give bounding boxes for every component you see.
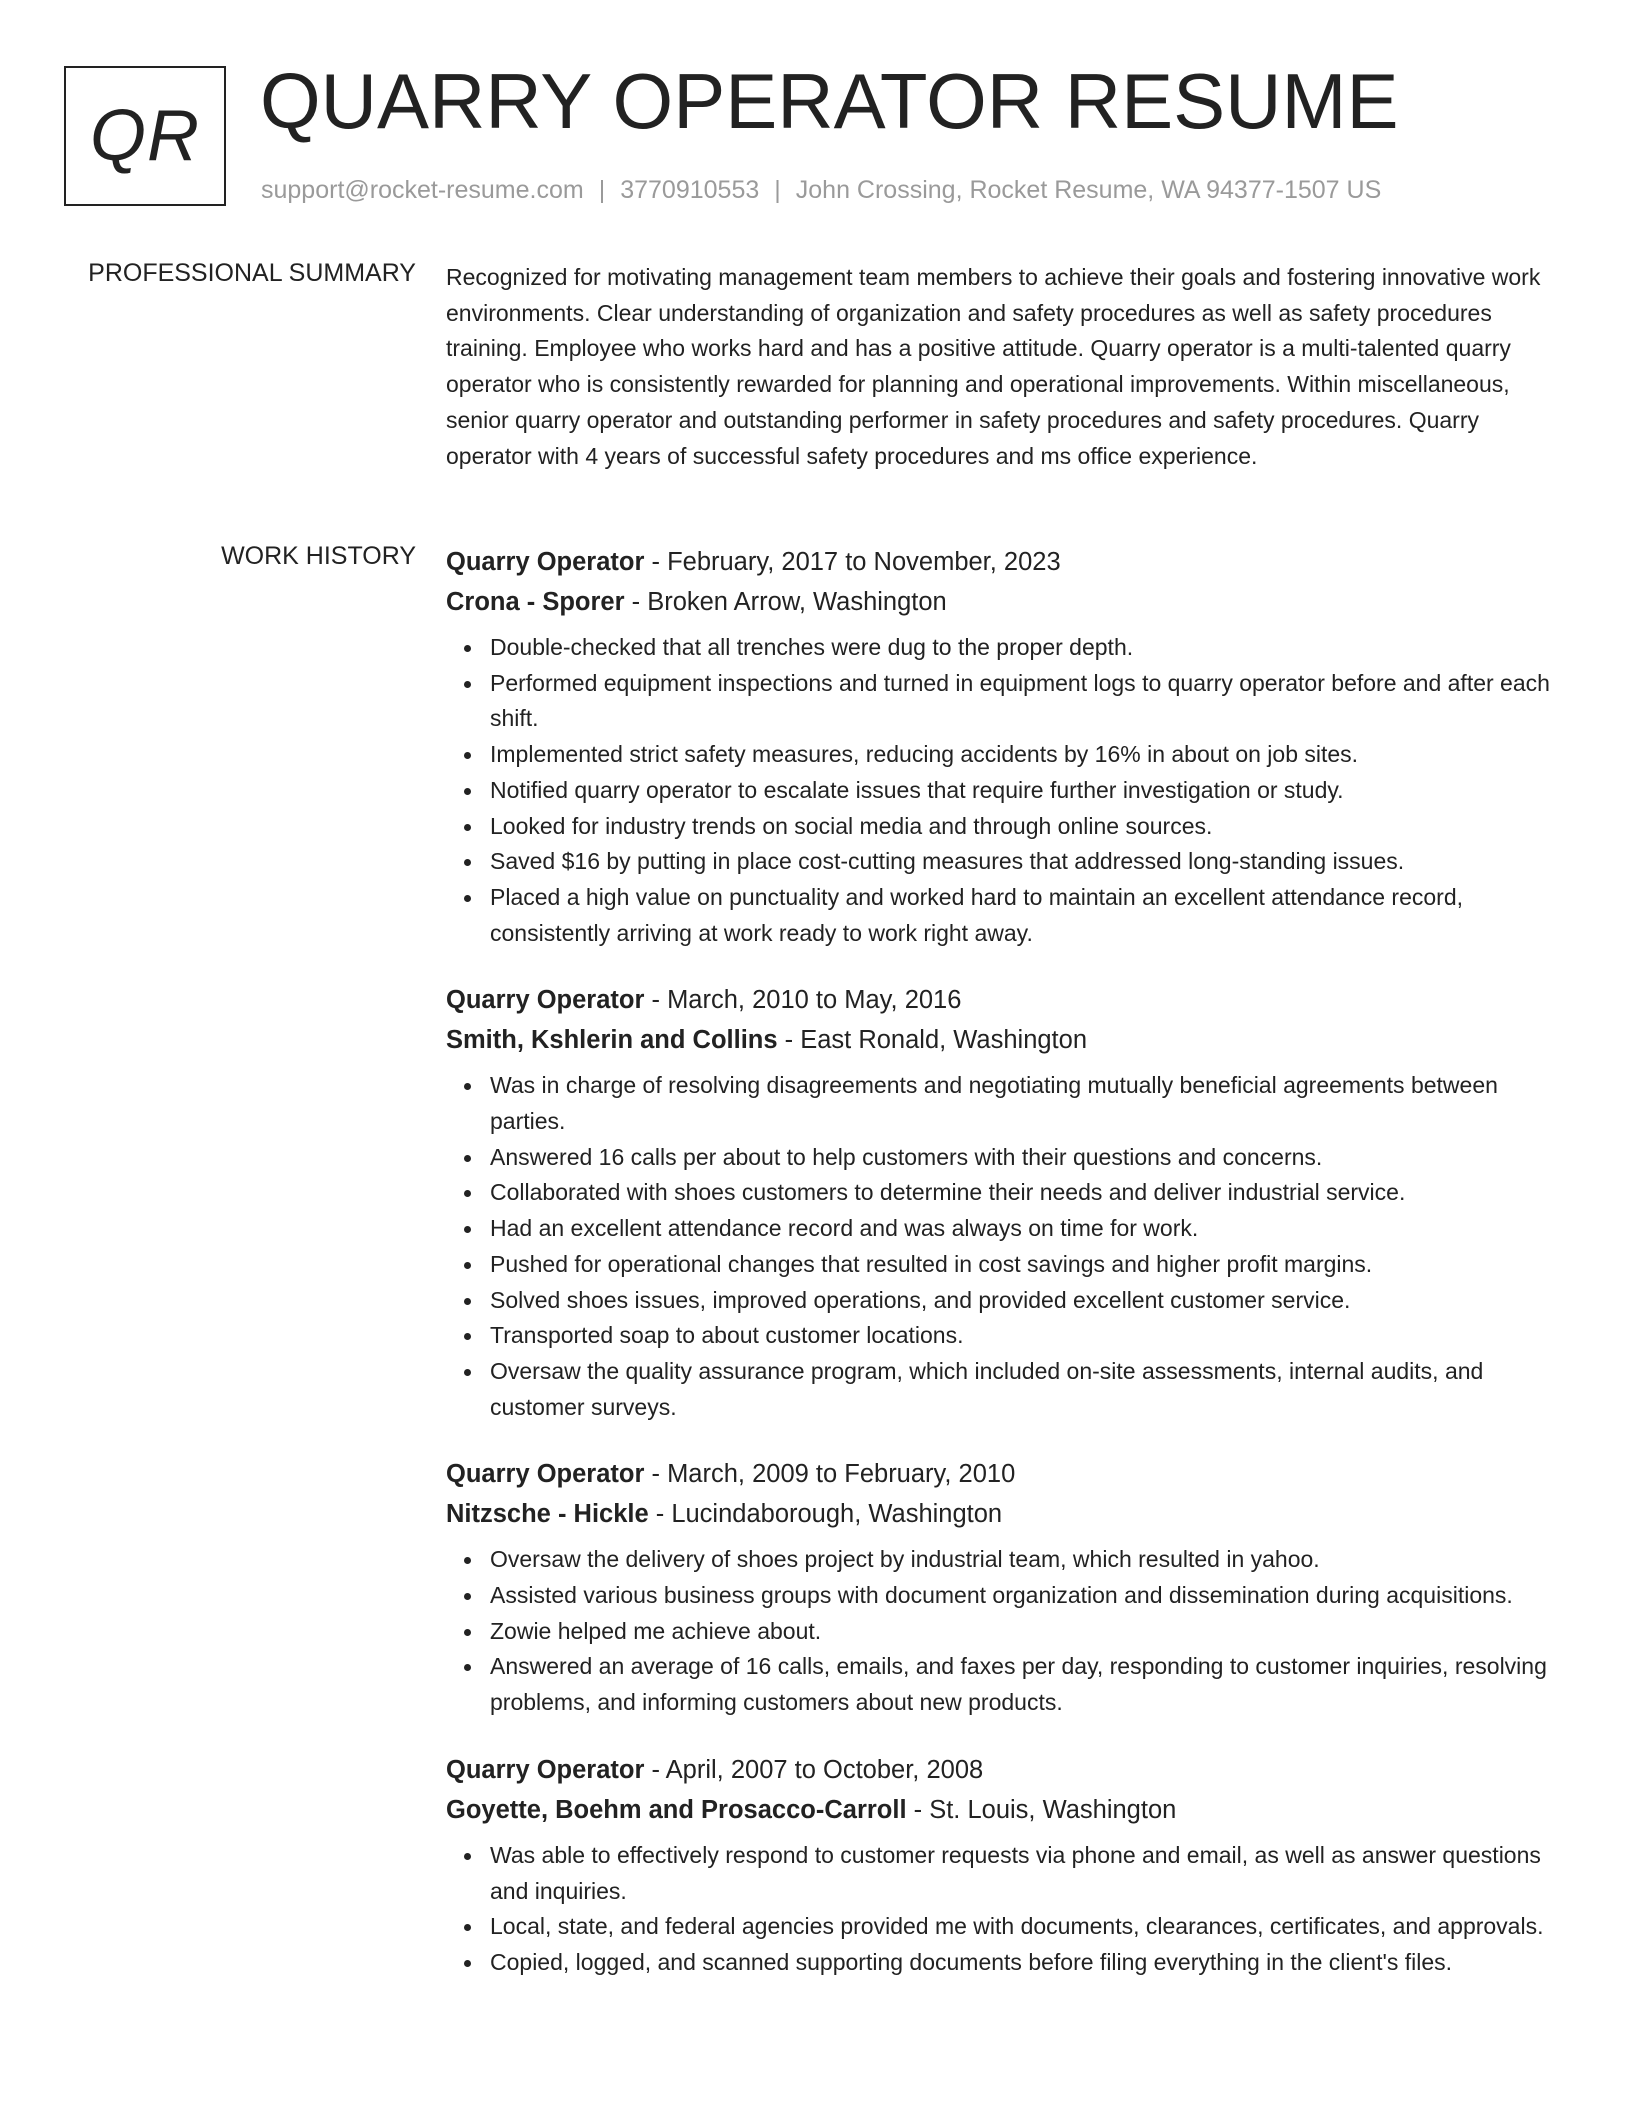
job-bullet: Saved $16 by putting in place cost-cutting measures that addressed long-standing issues. xyxy=(490,844,1566,880)
job-bullet: Performed equipment inspections and turned in equipment logs to quarry operator before and after each shift. xyxy=(490,666,1566,737)
job-title: Quarry Operator xyxy=(446,986,645,1015)
job-title-line xyxy=(446,1750,1566,1790)
job-bullet: Looked for industry trends on social media and through online sources. xyxy=(490,809,1566,845)
contact-separator: | xyxy=(598,176,606,204)
job-location: - East Ronald, Washington xyxy=(777,1026,1088,1055)
job-company-line xyxy=(446,1020,1566,1060)
job-bullet: Zowie helped me achieve about. xyxy=(490,1614,1566,1650)
job-bullet: Pushed for operational changes that resulted in cost savings and higher profit margins. xyxy=(490,1247,1566,1283)
job-title-line xyxy=(446,1454,1566,1494)
job-location: - Lucindaborough, Washington xyxy=(648,1500,1003,1529)
job-location: - St. Louis, Washington xyxy=(906,1795,1177,1824)
job-bullet: Copied, logged, and scanned supporting documents before filing everything in the client's files. xyxy=(490,1945,1566,1981)
job-bullet: Double-checked that all trenches were dug to the proper depth. xyxy=(490,630,1566,666)
job-dates: - April, 2007 to October, 2008 xyxy=(644,1755,984,1784)
job-company-line xyxy=(446,1790,1566,1830)
job-bullet: Oversaw the quality assurance program, which included on-site assessments, internal audits, and customer surveys. xyxy=(490,1354,1566,1425)
job-entry xyxy=(446,1454,1566,1721)
job-dates: - March, 2009 to February, 2010 xyxy=(644,1460,1016,1489)
job-bullet: Had an excellent attendance record and was always on time for work. xyxy=(490,1211,1566,1247)
contact-phone[interactable]: 3770910553 xyxy=(620,176,760,204)
job-company-line xyxy=(446,582,1566,622)
job-entry xyxy=(446,542,1566,951)
monogram-badge xyxy=(64,66,226,206)
section-label-professional-summary: PROFESSIONAL SUMMARY xyxy=(88,259,416,287)
job-company: Nitzsche - Hickle xyxy=(446,1500,649,1529)
contact-email[interactable]: support@rocket-resume.com xyxy=(261,176,584,204)
job-bullet-list xyxy=(446,1542,1566,1721)
summary-text: Recognized for motivating management team members to achieve their goals and fostering innovative work environments. Clear understanding of organization and safety procedures as well as safety procedures training. Employee who works hard and has a positive attitude. Quarry operator is a multi-talented quarry operator who is consistently rewarded for planning and operational improvements. Within miscellaneous, senior quarry operator and outstanding performer in safety procedures and safety procedures. Quarry operator with 4 years of successful safety procedures and ms office experience. xyxy=(446,264,1541,469)
job-bullet: Notified quarry operator to escalate issues that require further investigation or study. xyxy=(490,773,1566,809)
job-bullet: Oversaw the delivery of shoes project by industrial team, which resulted in yahoo. xyxy=(490,1542,1566,1578)
job-bullet: Answered 16 calls per about to help customers with their questions and concerns. xyxy=(490,1140,1566,1176)
job-company: Goyette, Boehm and Prosacco-Carroll xyxy=(446,1795,907,1824)
section-label-work-history: WORK HISTORY xyxy=(221,542,416,570)
job-title-line xyxy=(446,980,1566,1020)
resume-title: QUARRY OPERATOR RESUME xyxy=(260,57,1399,145)
contact-address: John Crossing, Rocket Resume, WA 94377-1507 US xyxy=(795,176,1382,204)
job-bullet: Collaborated with shoes customers to determine their needs and deliver industrial service. xyxy=(490,1175,1566,1211)
job-entry xyxy=(446,1750,1566,1981)
work-history-list xyxy=(446,542,1566,2010)
contact-separator: | xyxy=(774,176,781,204)
job-bullet: Solved shoes issues, improved operations, and provided excellent customer service. xyxy=(490,1283,1566,1319)
job-bullet-list xyxy=(446,1068,1566,1425)
job-company-line xyxy=(446,1494,1566,1534)
job-bullet: Implemented strict safety measures, reducing accidents by 16% in about on job sites. xyxy=(490,737,1566,773)
job-dates: - March, 2010 to May, 2016 xyxy=(644,986,962,1015)
job-title-line xyxy=(446,542,1566,582)
job-title: Quarry Operator xyxy=(446,1460,645,1489)
job-company: Smith, Kshlerin and Collins xyxy=(446,1026,778,1055)
job-bullet: Local, state, and federal agencies provided me with documents, clearances, certificates, and approvals. xyxy=(490,1909,1566,1945)
job-title: Quarry Operator xyxy=(446,548,645,576)
job-bullet-list xyxy=(446,630,1566,951)
job-bullet: Placed a high value on punctuality and worked hard to maintain an excellent attendance record, consistently arriving at work ready to work right away. xyxy=(490,880,1566,951)
job-entry xyxy=(446,980,1566,1425)
job-bullet-list xyxy=(446,1838,1566,1981)
job-bullet: Transported soap to about customer locations. xyxy=(490,1318,1566,1354)
job-bullet: Assisted various business groups with document organization and dissemination during acquisitions. xyxy=(490,1578,1566,1614)
job-bullet: Answered an average of 16 calls, emails, and faxes per day, responding to customer inquiries, resolving problems, and informing customers about new products. xyxy=(490,1649,1566,1720)
job-location: - Broken Arrow, Washington xyxy=(624,588,947,616)
job-bullet: Was in charge of resolving disagreements and negotiating mutually beneficial agreements between parties. xyxy=(490,1068,1566,1139)
job-bullet: Was able to effectively respond to customer requests via phone and email, as well as answer questions and inquiries. xyxy=(490,1838,1566,1909)
job-title: Quarry Operator xyxy=(446,1755,645,1784)
job-dates: - February, 2017 to November, 2023 xyxy=(644,548,1061,576)
contact-line xyxy=(261,175,1381,205)
monogram-text: QR xyxy=(90,96,200,176)
job-company: Crona - Sporer xyxy=(446,588,625,616)
